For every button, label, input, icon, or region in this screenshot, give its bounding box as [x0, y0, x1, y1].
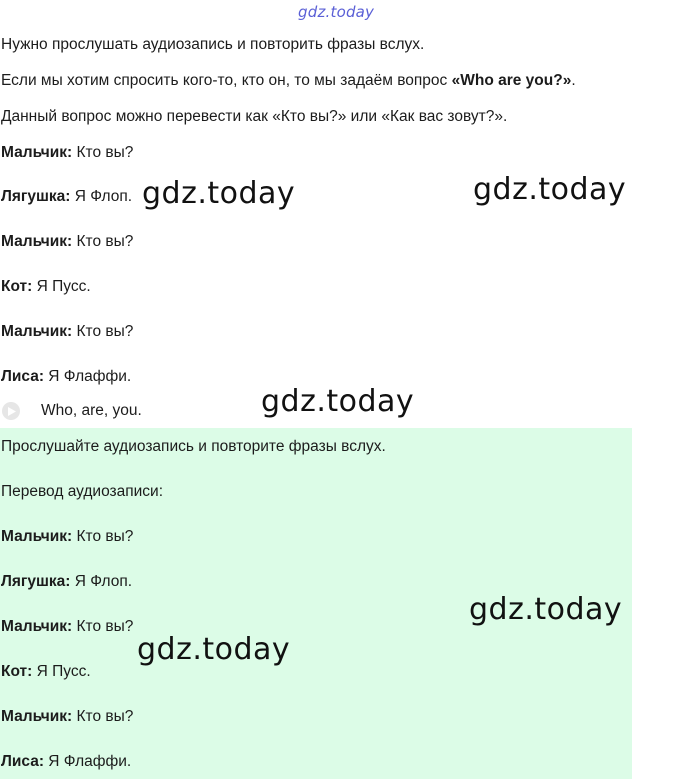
answer-dialogue-line	[1, 572, 132, 592]
intro-line-3: Данный вопрос можно перевести как «Кто вы?» или «Как вас зовут?».	[1, 108, 508, 125]
speech: Кто вы?	[72, 528, 134, 545]
audio-player	[2, 401, 142, 421]
answer-dialogue-line	[1, 527, 133, 547]
watermark: gdz.today	[469, 592, 623, 627]
speech: Я Пусс.	[32, 278, 91, 295]
watermark: gdz.today	[473, 172, 627, 207]
dialogue-line	[1, 322, 133, 342]
site-watermark-top: gdz.today	[298, 3, 375, 21]
answer-dialogue-line	[1, 662, 91, 682]
speaker: Лягушка:	[1, 573, 71, 590]
intro-line-2-suffix: .	[571, 72, 576, 89]
speaker: Лягушка:	[1, 188, 71, 205]
answer-dialogue-line	[1, 617, 133, 637]
speaker: Кот:	[1, 278, 33, 295]
speaker: Мальчик:	[1, 618, 73, 635]
dialogue-line	[1, 232, 133, 252]
translation-heading: Перевод аудиозаписи:	[1, 483, 164, 500]
speaker: Мальчик:	[1, 144, 73, 161]
audio-label: Who, are, you.	[41, 402, 142, 419]
speaker: Мальчик:	[1, 233, 73, 250]
speaker: Кот:	[1, 663, 33, 680]
speech: Я Флаффи.	[44, 753, 132, 770]
speech: Я Флоп.	[70, 188, 133, 205]
intro-line-2-prefix: Если мы хотим спросить кого-то, кто он, то мы задаём вопрос	[1, 72, 452, 89]
speaker: Мальчик:	[1, 708, 73, 725]
speech: Кто вы?	[72, 618, 134, 635]
watermark: gdz.today	[137, 632, 291, 667]
intro-line-1: Нужно прослушать аудиозапись и повторить фразы вслух.	[1, 36, 425, 53]
speech: Кто вы?	[72, 323, 134, 340]
speech: Кто вы?	[72, 708, 134, 725]
speech: Кто вы?	[72, 233, 134, 250]
speaker: Лиса:	[1, 368, 44, 385]
answer-dialogue-line	[1, 752, 131, 772]
watermark: gdz.today	[261, 384, 415, 419]
play-icon	[8, 407, 16, 416]
answer-dialogue-line	[1, 707, 133, 727]
watermark: gdz.today	[142, 176, 296, 211]
speech: Я Флоп.	[70, 573, 133, 590]
speech: Я Пусс.	[32, 663, 91, 680]
speech: Кто вы?	[72, 144, 134, 161]
answer-instruction: Прослушайте аудиозапись и повторите фразы вслух.	[1, 438, 386, 455]
play-button[interactable]	[2, 402, 20, 420]
intro-question: «Who are you?»	[451, 72, 572, 89]
speech: Я Флаффи.	[44, 368, 132, 385]
dialogue-line	[1, 187, 132, 207]
speaker: Мальчик:	[1, 323, 73, 340]
dialogue-line	[1, 367, 131, 387]
dialogue-line	[1, 277, 91, 297]
dialogue-line	[1, 143, 133, 163]
speaker: Лиса:	[1, 753, 44, 770]
speaker: Мальчик:	[1, 528, 73, 545]
intro-line-2	[1, 71, 576, 91]
